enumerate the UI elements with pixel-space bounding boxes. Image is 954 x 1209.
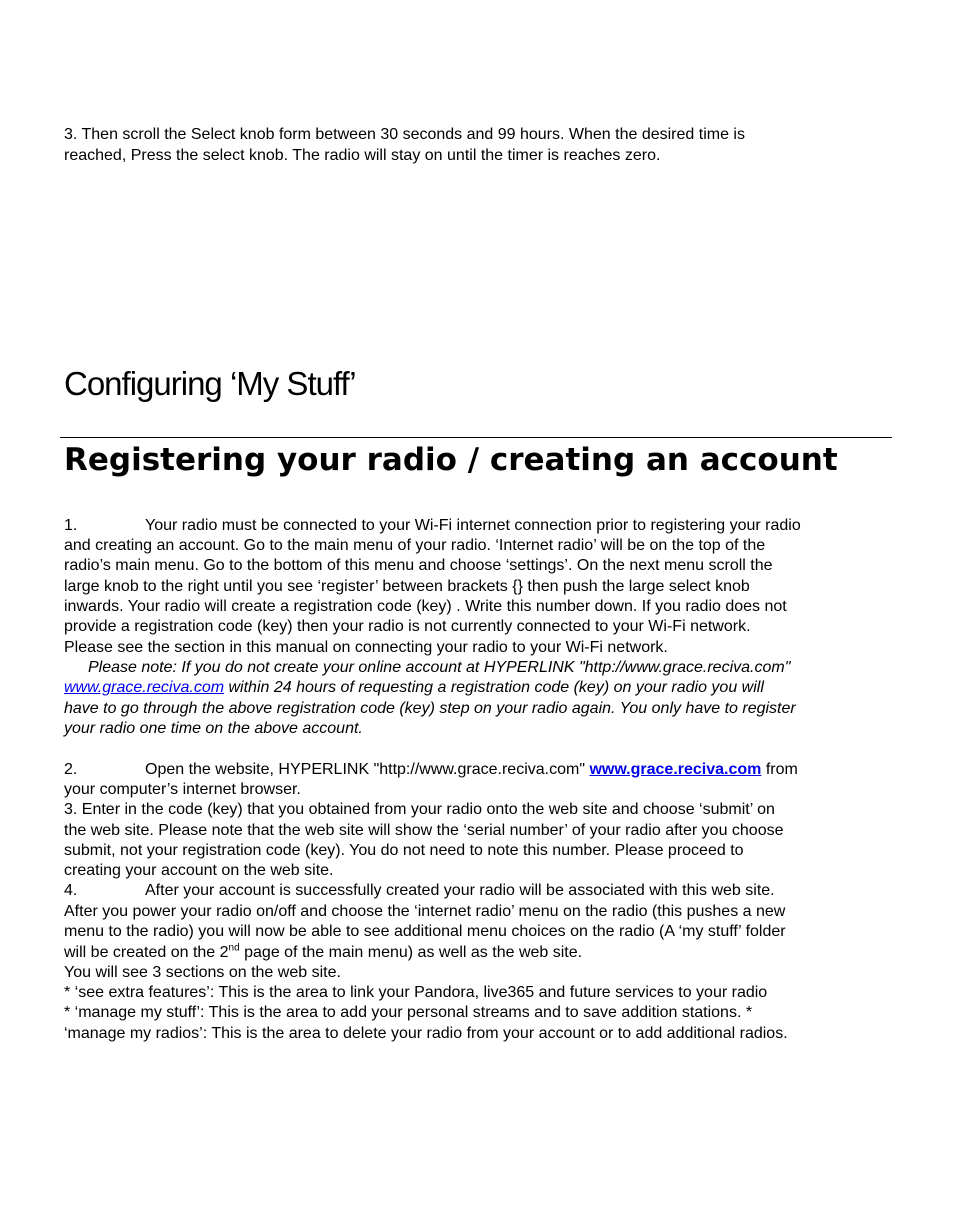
step4-line-7: * ‘manage my stuff’: This is the area to add your personal streams and to save addition stations. * [64,1004,753,1021]
step2-text-post: from [761,761,798,778]
step4-line-3: menu to the radio) you will now be able to see additional menu choices on the radio (A ‘my stuff’ folder [64,923,786,940]
step1-line-4: large knob to the right until you see ‘register’ between brackets {} then push the large select knob [64,578,750,595]
intro-line-2: reached, Press the select knob. The radio will stay on until the timer is reaches zero. [64,147,661,164]
step3-line-2: the web site. Please note that the web site will show the ‘serial number’ of your radio after you choose [64,822,784,839]
step4-line-6: * ‘see extra features’: This is the area to link your Pandora, live365 and future services to your radio [64,984,768,1001]
step2-text-pre: Open the website, [145,761,279,778]
note-line-2 [64,678,764,698]
step4-ordinal-suffix: nd [228,942,240,954]
step4-line-5: You will see 3 sections on the web site. [64,964,341,981]
step1-text-1: Your radio must be connected to your Wi-Fi internet connection prior to registering your radio [145,517,801,534]
heading-divider [60,437,892,438]
note-line-3: have to go through the above registration code (key) step on your radio again. You only have to register [64,700,796,717]
step2-hyperlink-field: HYPERLINK "http://www.grace.reciva.com" [278,761,590,778]
step3-line-3: submit, not your registration code (key). You do not need to note this number. Please proceed to [64,842,744,859]
step3-line-1: 3. Enter in the code (key) that you obtained from your radio onto the web site and choose ‘submit’ on [64,801,775,818]
step2-line-1 [64,760,798,780]
step4-line-8: ‘manage my radios’: This is the area to delete your radio from your account or to add additional radios. [64,1025,788,1042]
intro-line-1: 3. Then scroll the Select knob form between 30 seconds and 99 hours. When the desired time is [64,126,745,143]
step1-line-2: and creating an account. Go to the main menu of your radio. ‘Internet radio’ will be on the top of the [64,537,766,554]
step1-line-5: inwards. Your radio will create a registration code (key) . Write this number down. If you radio does not [64,598,787,615]
step4-number: 4. [64,882,78,899]
step1-line-7: Please see the section in this manual on connecting your radio to your Wi-Fi network. [64,639,668,656]
step4-line-4-pre: will be created on the 2 [64,944,229,961]
step2-number: 2. [64,761,78,778]
step4-line-4-post: page of the main menu) as well as the web site. [239,944,583,961]
step1-line-6: provide a registration code (key) then your radio is not currently connected to your Wi-Fi network. [64,618,751,635]
note-line-2-text: within 24 hours of requesting a registration code (key) on your radio you will [224,679,764,696]
note-reciva-link[interactable]: www.grace.reciva.com [64,679,225,696]
heading-configuring-my-stuff: Configuring ‘My Stuff’ [64,365,356,402]
step2-reciva-link[interactable]: www.grace.reciva.com [589,761,762,778]
note-line-1: Please note: If you do not create your online account at HYPERLINK "http://www.grace.reciva.com" [88,659,791,676]
step1-line-1 [64,516,801,536]
note-line-4: your radio one time on the above account. [64,720,363,737]
step4-text-1: After your account is successfully created your radio will be associated with this web site. [145,882,775,899]
step4-line-1 [64,881,775,901]
step4-line-4 [64,943,582,963]
step4-line-2: After you power your radio on/off and choose the ‘internet radio’ menu on the radio (this pushes a new [64,903,786,920]
heading-registering-radio: Registering your radio / creating an account [64,442,838,478]
step2-line-2: your computer’s internet browser. [64,781,301,798]
step3-line-4: creating your account on the web site. [64,862,334,879]
step1-line-3: radio’s main menu. Go to the bottom of this menu and choose ‘settings’. On the next menu scroll the [64,557,773,574]
step1-number: 1. [64,517,78,534]
